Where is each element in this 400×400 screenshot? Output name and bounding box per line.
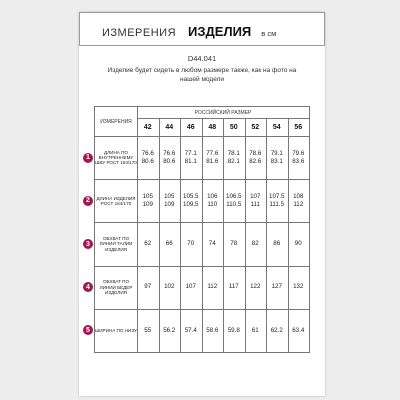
- table-cell: [266, 179, 288, 222]
- corner-label: ИЗМЕРЕНИЯ: [100, 118, 132, 125]
- table-cell: [245, 136, 267, 179]
- cell-value: 83.6: [292, 157, 305, 165]
- row-number-badge: 3: [83, 239, 93, 249]
- size-header-52: 52: [251, 123, 260, 131]
- table-cell: [180, 179, 202, 222]
- article-code: D44.041: [187, 54, 217, 63]
- table-cell: [137, 222, 159, 265]
- row-label: ДЛИНА ПО ВНУТРЕННЕМУ ШВУ РОСТ 164/170: [95, 149, 137, 166]
- table-cell: [223, 179, 245, 222]
- cell-value: 66: [165, 240, 173, 248]
- size-header-54: 54: [272, 123, 281, 131]
- cell-value: 105: [142, 193, 153, 201]
- cell-value: 132: [293, 283, 304, 291]
- table-cell: [180, 222, 202, 265]
- cell-value: 81.1: [184, 157, 197, 165]
- table-cell: [223, 222, 245, 265]
- row-number-badge: 5: [83, 325, 93, 335]
- cell-value: 55: [144, 326, 152, 334]
- table-cell: [137, 136, 159, 179]
- table-cell: [245, 222, 267, 265]
- row-number-badge: 4: [83, 282, 93, 292]
- cell-value: 107: [250, 193, 261, 201]
- table-cell: [180, 266, 202, 309]
- cell-value: 105.5: [183, 193, 199, 201]
- table-cell: [266, 136, 288, 179]
- table-cell: [245, 266, 267, 309]
- table-cell: [288, 222, 310, 265]
- cell-value: 78.1: [227, 150, 240, 158]
- cell-value: 111: [250, 200, 260, 208]
- row-label: ОБХВАТ ПО ЛИНИИ БЕДЕР ИЗДЕЛИЯ: [99, 279, 133, 295]
- cell-value: 57.4: [184, 326, 197, 334]
- size-chart-sheet: [79, 12, 325, 396]
- cell-value: 62: [144, 240, 152, 248]
- table-cell: [137, 266, 159, 309]
- cell-value: 97: [144, 283, 152, 291]
- cell-value: 108: [293, 193, 304, 201]
- table-cell: [288, 136, 310, 179]
- cell-value: 82: [251, 240, 259, 248]
- table-cell: [245, 309, 267, 352]
- cell-value: 78: [230, 240, 238, 248]
- cell-value: 82.6: [249, 157, 262, 165]
- size-header-44: 44: [165, 123, 174, 131]
- cell-value: 80.6: [163, 157, 176, 165]
- cell-value: 61: [251, 326, 259, 334]
- cell-value: 117: [228, 283, 239, 291]
- measurements-table: [94, 106, 310, 353]
- table-cell: [266, 222, 288, 265]
- size-header-56: 56: [294, 123, 303, 131]
- cell-value: 127: [271, 283, 282, 291]
- cell-value: 112: [207, 283, 218, 291]
- cell-value: 83.1: [270, 157, 283, 165]
- table-cell: [288, 309, 310, 352]
- header-title-bold: ИЗДЕЛИЯ: [188, 24, 252, 39]
- table-cell: [159, 222, 181, 265]
- cell-value: 109.5: [183, 200, 199, 208]
- table-cell: [223, 136, 245, 179]
- cell-value: 107: [185, 283, 196, 291]
- header-box: [79, 12, 325, 46]
- table-cell: [245, 179, 267, 222]
- table-cell: [266, 309, 288, 352]
- cell-value: 62.2: [270, 326, 283, 334]
- header-unit: в см: [261, 29, 277, 38]
- size-header-48: 48: [208, 123, 217, 131]
- cell-value: 109: [142, 200, 153, 208]
- size-header-42: 42: [143, 123, 152, 131]
- table-cell: [159, 179, 181, 222]
- cell-value: 111.5: [269, 200, 285, 208]
- cell-value: 59.8: [227, 326, 240, 334]
- cell-value: 56.2: [163, 326, 176, 334]
- cell-value: 79.1: [270, 150, 283, 158]
- row-number-badge: 1: [83, 153, 93, 163]
- table-cell: [202, 266, 224, 309]
- cell-value: 110.5: [226, 200, 242, 208]
- cell-value: 86: [273, 240, 281, 248]
- cell-value: 77.1: [184, 150, 197, 158]
- table-cell: [223, 309, 245, 352]
- size-group-label: РОССИЙСКИЙ РАЗМЕР: [194, 109, 252, 116]
- header-title-light: ИЗМЕРЕНИЯ: [102, 27, 177, 39]
- row-label: ОБХВАТ ПО ЛИНИИ ТАЛИИ ИЗДЕЛИЯ: [99, 236, 133, 252]
- table-cell: [266, 266, 288, 309]
- table-cell: [223, 266, 245, 309]
- cell-value: 76.6: [163, 150, 176, 158]
- cell-value: 81.6: [206, 157, 219, 165]
- table-cell: [180, 309, 202, 352]
- table-cell: [202, 136, 224, 179]
- cell-value: 122: [250, 283, 261, 291]
- cell-value: 112: [293, 200, 304, 208]
- table-cell: [137, 309, 159, 352]
- table-cell: [159, 309, 181, 352]
- cell-value: 80.6: [141, 157, 154, 165]
- table-cell: [159, 136, 181, 179]
- size-header-50: 50: [229, 123, 238, 131]
- cell-value: 105: [164, 193, 175, 201]
- table-cell: [202, 222, 224, 265]
- cell-value: 110: [207, 200, 218, 208]
- size-header-46: 46: [186, 123, 195, 131]
- cell-value: 77.6: [206, 150, 219, 158]
- row-label: ДЛИНА ИЗДЕЛИЯ РОСТ 164/170: [96, 195, 136, 206]
- header-title: [102, 23, 276, 41]
- fit-note: Изделие будет сидеть в любом размере также, как на фото на нашей модели: [107, 67, 297, 83]
- cell-value: 106.5: [226, 193, 242, 201]
- table-cell: [288, 179, 310, 222]
- table-cell: [159, 266, 181, 309]
- table-cell: [202, 179, 224, 222]
- table-cell: [137, 179, 159, 222]
- cell-value: 109: [164, 200, 175, 208]
- table-cell: [202, 309, 224, 352]
- row-number-badge: 2: [83, 196, 93, 206]
- cell-value: 78.6: [249, 150, 262, 158]
- cell-value: 63.4: [292, 326, 305, 334]
- cell-value: 70: [187, 240, 195, 248]
- cell-value: 102: [164, 283, 175, 291]
- cell-value: 76.6: [141, 150, 154, 158]
- cell-value: 58.6: [206, 326, 219, 334]
- cell-value: 79.6: [292, 150, 305, 158]
- cell-value: 107.5: [269, 193, 285, 201]
- cell-value: 74: [208, 240, 216, 248]
- table-cell: [288, 266, 310, 309]
- table-cell: [180, 136, 202, 179]
- row-label: ШИРИНА ПО НИЗУ: [95, 327, 137, 333]
- cell-value: 90: [294, 240, 302, 248]
- cell-value: 82.1: [227, 157, 240, 165]
- cell-value: 106: [207, 193, 218, 201]
